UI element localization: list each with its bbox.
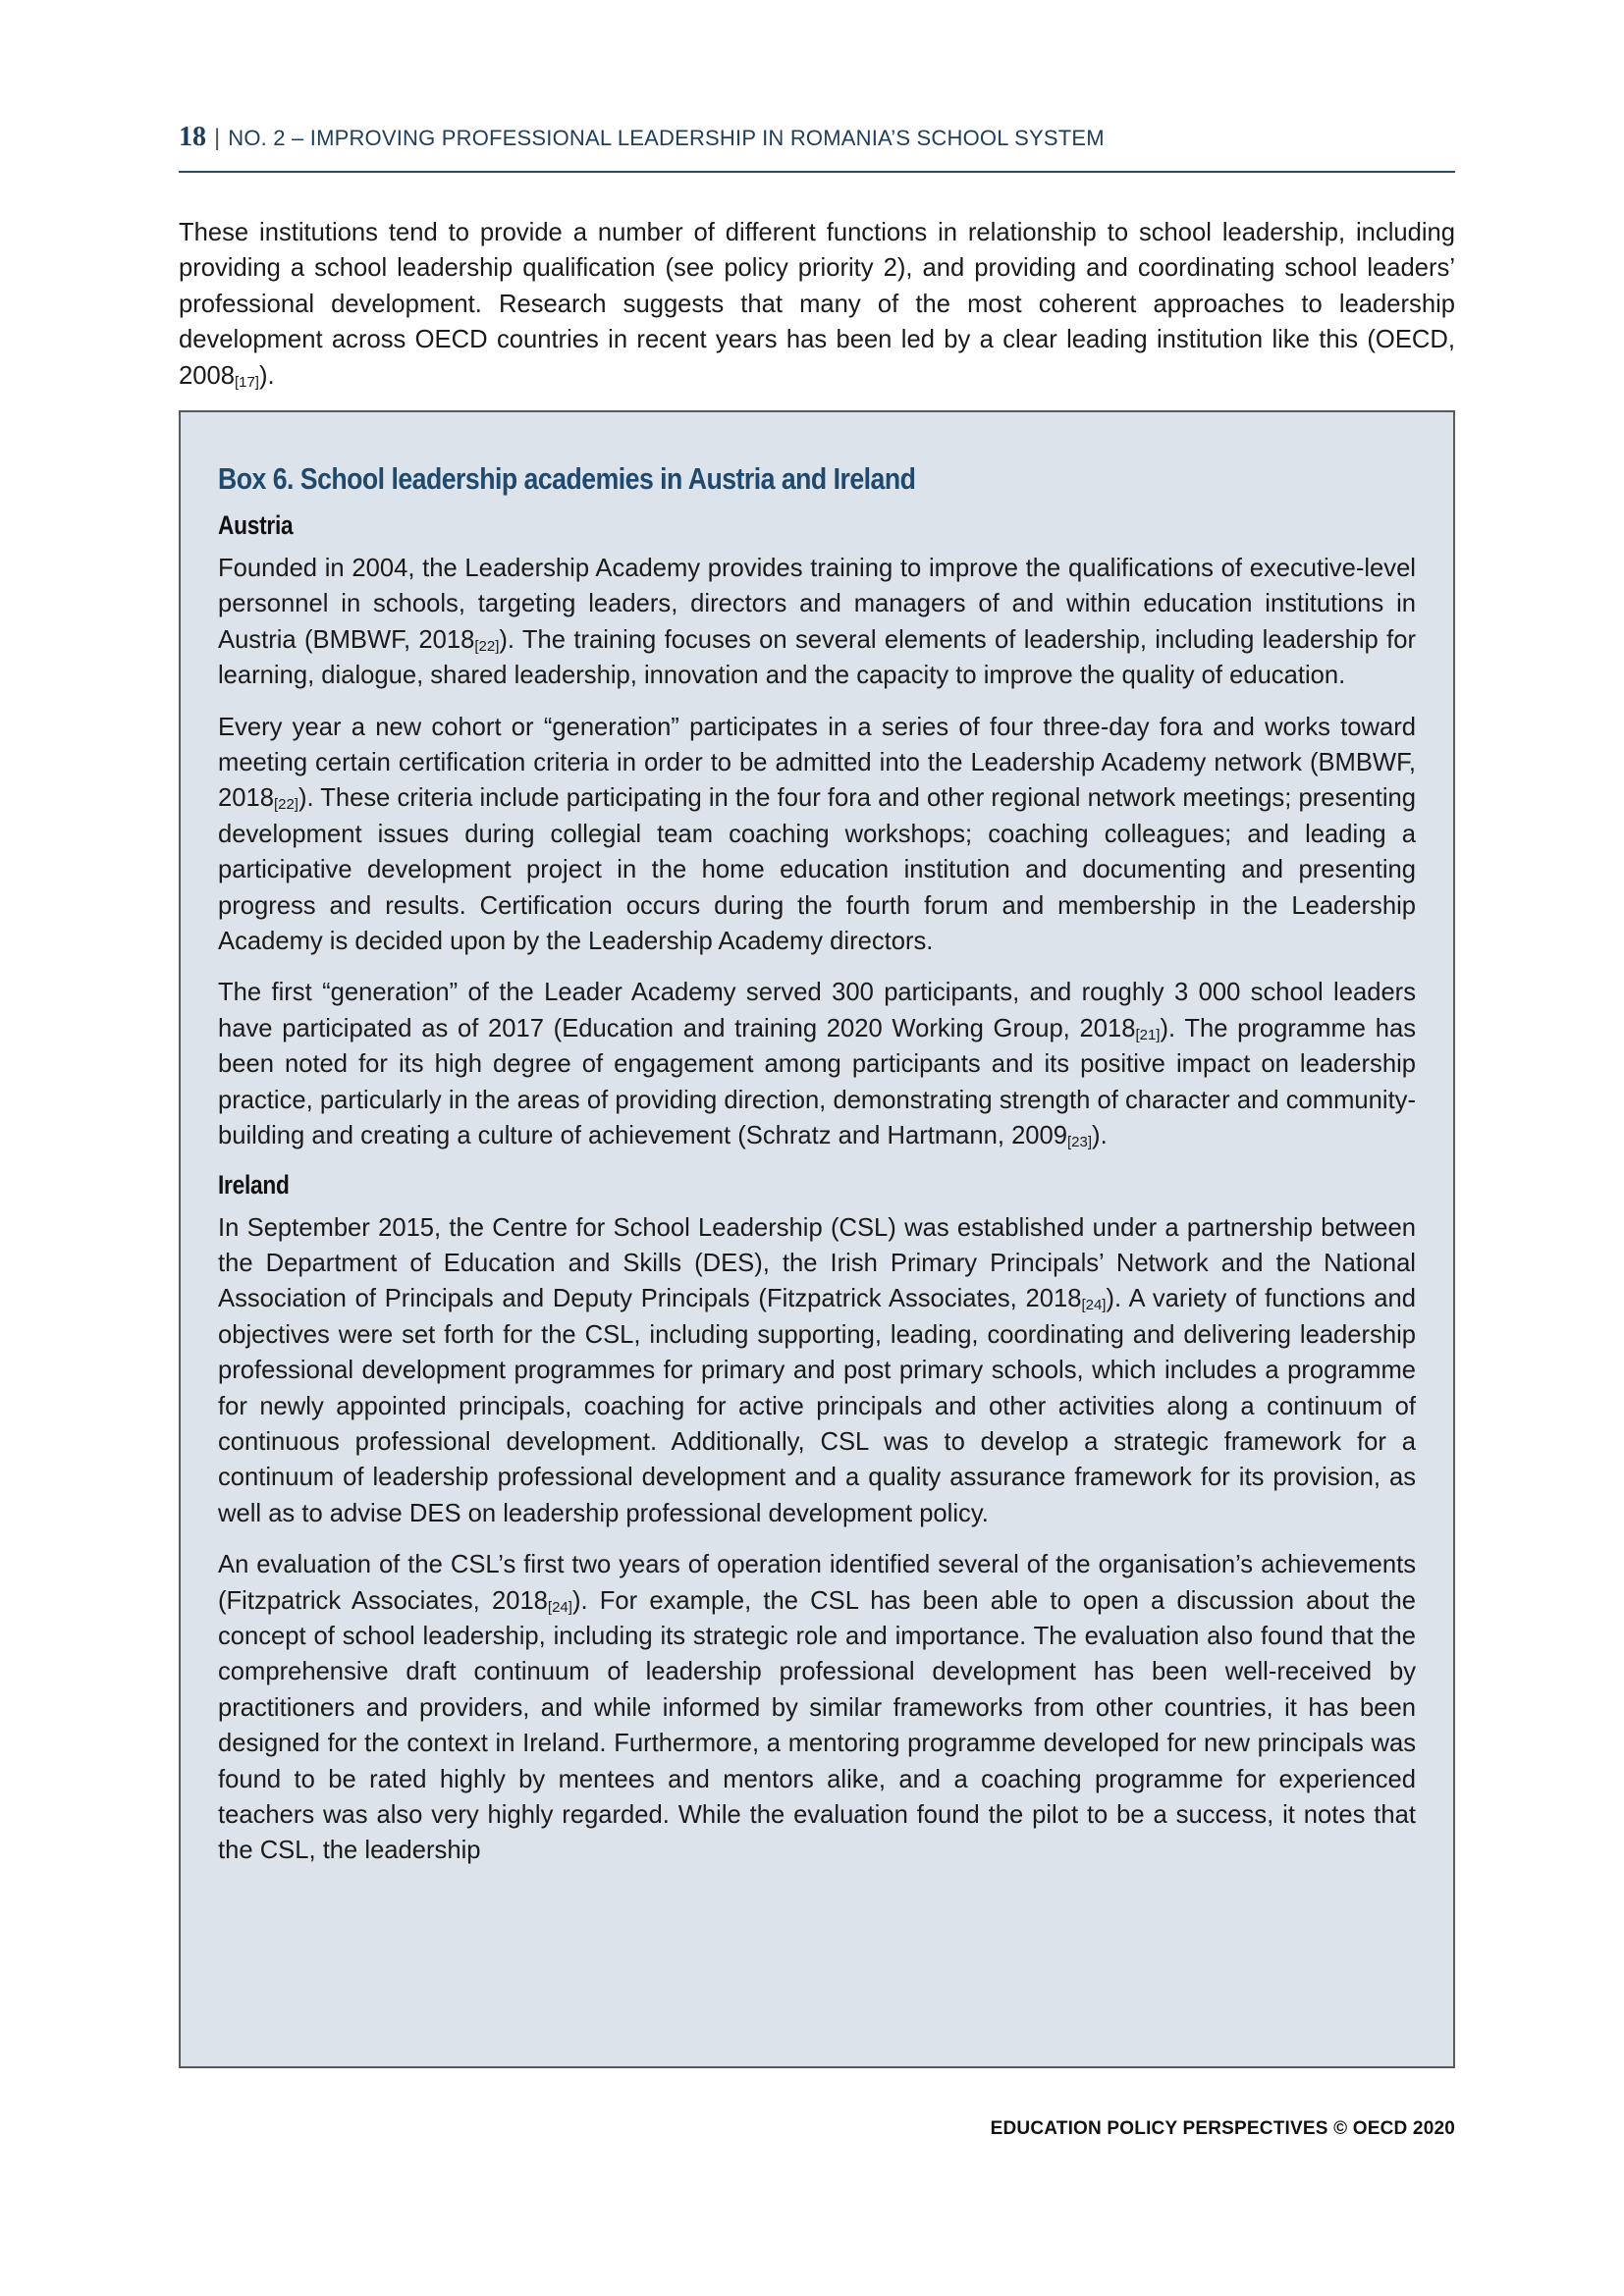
austria-paragraph-1: Founded in 2004, the Leadership Academy provides training to improve the qualifications of executive-level personnel in schools, targeting leaders, directors and managers of and within education institutions in Austria (BMBWF, $2018_{[22]}$). The training focuses on several elements of leadership, including leadership for learning, dialogue, shared leadership, innovation and the capacity to improve the quality of education.: [218, 555, 1416, 690]
citation-ref: [22]: [474, 637, 500, 655]
box-title: Box 6. School leadership academies in Austria and Ireland: [218, 461, 916, 496]
ireland-paragraph-1: In September 2015, the Centre for School Leadership (CSL) was established under a partnership between the Department of Education and Skills (DES), the Irish Primary Principals’ Network and the National Association of Principals and Deputy Principals (Fitzpatrick Associates, $2018_{[24]}$). A variety of functions and objectives were set forth for the CSL, including supporting, leading, coordinating and delivering leadership professional development programmes for primary and post primary schools, which includes a programme for newly appointed principals, coaching for active principals and other activities along a continuum of continuous professional development. Additionally, CSL was to develop a strategic framework for a continuum of leadership professional development and a quality assurance framework for its provision, as well as to advise DES on leadership professional development policy.: [218, 1213, 1416, 1527]
intro-paragraph: [179, 215, 1455, 394]
ireland-paragraph-2: An evaluation of the CSL’s first two years of operation identified several of the organisation’s achievements (Fitzpatrick Associates, $2018_{[24]}$). For example, the CSL has been able to open a discussion about the concept of school leadership, including its strategic role and importance. The evaluation also found that the comprehensive draft continuum of leadership professional development has been well-received by practitioners and providers, and while informed by similar frameworks from other countries, it has been designed for the context in Ireland. Furthermore, a mentoring programme developed for new principals was found to be rated highly by mentees and mentors alike, and a coaching programme for experienced teachers was also very highly regarded. While the evaluation found the pilot to be a success, it notes that the CSL, the leadership: [218, 1551, 1416, 1865]
citation-ref: [24]: [1081, 1297, 1107, 1314]
intro-text: These institutions tend to provide a number of different functions in relationship to school leadership, including providing a school leadership qualification (see policy priority 2), and providing and coordinating school leaders’ professional development. Research suggests that many of the most coherent approaches to leadership development across OECD countries in recent years has been led by a clear leading institution like this (OECD, 2008: [179, 219, 1455, 390]
heading-austria: Austria: [218, 510, 294, 540]
austria-paragraph-3: The first “generation” of the Leader Academy served 300 participants, and roughly 3 000 school leaders have participated as of 2017 (Education and training 2020 Working Group, $2018_{[21]}$). The programme has been noted for its high degree of engagement among participants and its positive impact on leadership practice, particularly in the areas of providing direction, demonstrating strength of character and community-building and creating a culture of achievement (Schratz and Hartmann, $2009_{[23]}$).: [218, 979, 1416, 1151]
citation-ref: [22]: [273, 796, 298, 814]
heading-ireland: Ireland: [218, 1169, 290, 1200]
box-6: [179, 410, 1455, 2068]
page-number: 18: [179, 122, 206, 152]
page-footer: EDUCATION POLICY PERSPECTIVES © OECD 2020: [990, 2118, 1455, 2139]
header-separator: |: [214, 125, 221, 151]
running-title: NO. 2 – IMPROVING PROFESSIONAL LEADERSHIP IN ROMANIA’S SCHOOL SYSTEM: [228, 126, 1105, 150]
citation-ref: [21]: [1135, 1026, 1161, 1043]
austria-paragraph-2: Every year a new cohort or “generation” participates in a series of four three-day fora and works toward meeting certain certification criteria in order to be admitted into the Leadership Academy network (BMBWF, $2018_{[22]}$). These criteria include participating in the four fora and other regional network meetings; presenting development issues during collegial team coaching workshops; coaching colleagues; and leading a participative development project in the home education institution and documenting and presenting progress and results. Certification occurs during the fourth forum and membership in the Leadership Academy is decided upon by the Leadership Academy directors.: [218, 713, 1416, 956]
intro-tail: ).: [258, 361, 275, 390]
page-header: [179, 122, 1455, 173]
citation-ref: [24]: [547, 1598, 572, 1616]
citation-ref: [17]: [234, 373, 259, 391]
citation-ref: [23]: [1067, 1134, 1093, 1151]
